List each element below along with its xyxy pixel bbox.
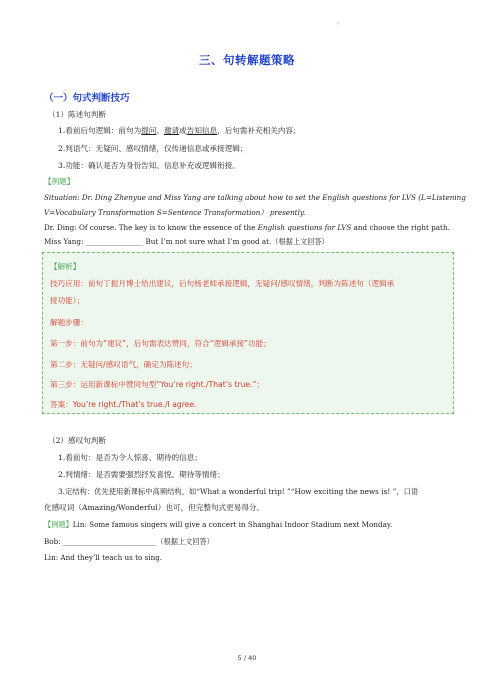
- dialogue-text: But I’m not sure what I’m good at.（根据上文回答）: [143, 237, 329, 246]
- step-text: 、: [156, 126, 164, 135]
- analysis-line-4: 第一步：前句为“建议”，后句需表达赞同，符合“逻辑承接”功能；: [50, 339, 271, 348]
- exclamatory-step-2: 2.判情绪：是否需要强烈抒发喜悦、期待等情绪；: [58, 470, 225, 479]
- declarative-step-3: 3.功能：确认是否为身份告知、信息补充或逻辑衔接。: [58, 161, 240, 170]
- analysis-line-6: 第三步：运用新课标中赞同句型“You’re right./That’s true.”；: [50, 380, 264, 389]
- dialogue-lin-2: Lin: And they’ll teach us to sing.: [44, 553, 163, 562]
- keyword-question: 提问: [141, 126, 157, 135]
- dialogue-yang: [44, 237, 329, 247]
- step-text: ，后句需补充相关内容；: [217, 126, 301, 135]
- answer-blank[interactable]: ________________: [85, 237, 144, 246]
- dialogue-bob: [44, 537, 214, 547]
- keyword-invite: 邀请: [163, 126, 180, 135]
- dialogue-ding: [44, 223, 450, 233]
- exclamatory-step-3-cont: 化感叹词（Amazing/Wonderful）也可，但完整句式更易得分。: [44, 503, 265, 512]
- exclamatory-step-1: 1.看前句：是否为令人惊喜、期待的信息；: [58, 453, 202, 462]
- page-title: 三、句转解题策略: [199, 53, 295, 67]
- example-label: 【例题】: [44, 520, 73, 529]
- page-number: 5 / 40: [237, 654, 257, 662]
- declarative-step-2: 2.判语气：无疑问、感叹情绪，仅传递信息或承接逻辑；: [58, 144, 248, 153]
- exclamatory-step-3: 3.定结构：优先使用新课标中高频结构，如“What a wonderful trip! ”“How exciting the news is! ”，口语: [58, 487, 419, 496]
- subheading-exclamatory: （2）感叹句判断: [48, 436, 106, 445]
- declarative-step-1: [58, 126, 301, 136]
- analysis-label: 【解析】: [50, 262, 81, 271]
- dialogue-text: and choose the right path.: [351, 223, 450, 232]
- example-2: [44, 520, 392, 530]
- situation-line-1: Situation: Dr. Ding Zhenyue and Miss Yang are talking about how to set the English questions for LVS (L=Listening: [44, 193, 466, 202]
- analysis-line-3: 解题步骤：: [50, 318, 88, 327]
- dialogue-lin: Lin: Some famous singers will give a concert in Shanghai Indoor Stadium next Monday.: [72, 520, 393, 529]
- answer-blank[interactable]: __________________________: [62, 537, 157, 546]
- subheading-declarative: （1）陈述句判断: [48, 110, 106, 119]
- analysis-line-5: 第二步：无疑问/感叹语气，确定为陈述句；: [50, 360, 197, 369]
- dialogue-emphasis: English questions for LVS: [257, 223, 352, 232]
- dialogue-speaker: Bob:: [44, 537, 63, 546]
- analysis-line-2: 接功能）；: [50, 296, 85, 305]
- analysis-line-1: 技巧应用：前句丁振月博士给出建议，后句杨老师承接逻辑，无疑问/感叹情绪，判断为陈述句（逻辑承: [50, 279, 395, 288]
- situation-line-2: V=Vocabulary Transformation S=Sentence Transformation） presently.: [44, 208, 306, 217]
- dialogue-speaker: Miss Yang:: [44, 237, 86, 246]
- analysis-answer: 答案：You’re right./That’s true./I agree.: [50, 400, 197, 409]
- section-heading-sentence-type: （一）句式判断技巧: [44, 93, 130, 104]
- step-text: 或: [179, 126, 187, 135]
- example-label: 【例题】: [44, 177, 75, 186]
- top-mark: ': [337, 22, 339, 30]
- dialogue-text: Dr. Ding: Of course. The key is to know the essence of the: [44, 223, 258, 232]
- step-text: 1.看前后句逻辑：前句为: [58, 126, 142, 135]
- dialogue-text: （根据上文回答）: [156, 537, 214, 546]
- keyword-inform: 告知信息: [186, 126, 218, 135]
